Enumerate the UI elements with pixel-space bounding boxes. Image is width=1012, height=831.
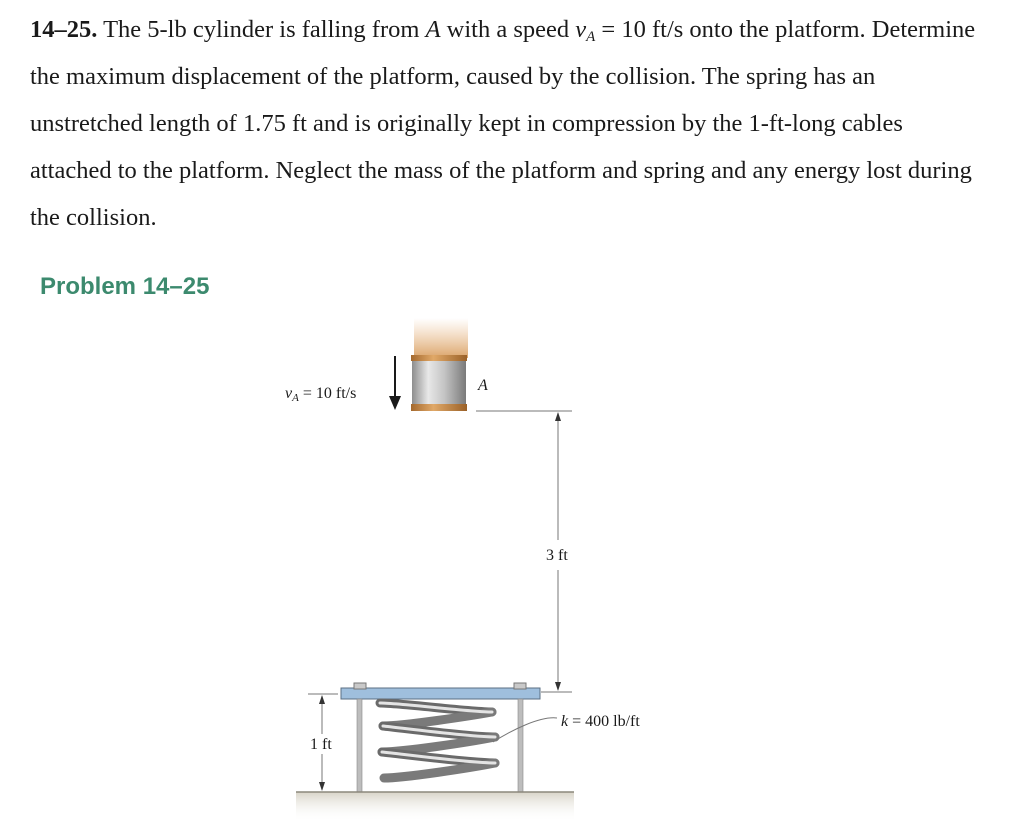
problem-speed-symbol: v: [575, 16, 587, 43]
problem-speed-value: = 10 ft/s: [595, 16, 684, 43]
spring: [380, 703, 495, 778]
cable-length-label: 1 ft: [310, 736, 332, 753]
spring-constant-label: k = 400 lb/ft: [561, 713, 640, 730]
drop-height-label: 3 ft: [546, 547, 568, 564]
cylinder: [411, 318, 468, 411]
problem-number: 14–25.: [30, 16, 98, 43]
cable-clamp-left: [354, 683, 366, 689]
problem-text-part-1: The 5-lb cylinder is falling from: [103, 16, 420, 43]
point-a-label: A: [478, 377, 488, 394]
problem-heading: Problem 14–25: [40, 273, 210, 300]
problem-text-part-2: with a speed: [446, 16, 570, 43]
cable-left: [357, 699, 362, 793]
problem-speed-subscript: A: [586, 29, 596, 45]
velocity-arrow: [389, 356, 401, 410]
problem-point-a: A: [425, 16, 441, 43]
spring-leader-line: [493, 718, 557, 742]
problem-text-part-3: onto the platform. Determine the maximum displacement of the platform, caused by the collision. The spring has an unstretched length of 1.75 ft and is originally kept in compression by the 1-ft-long cables attached to the platform. Neglect the mass of the platform and spring and any energy lost during the collision.: [30, 16, 976, 231]
velocity-label: vA = 10 ft/s: [285, 385, 357, 404]
ground: [296, 792, 574, 822]
platform: [341, 688, 540, 699]
cable-right: [518, 699, 523, 793]
cable-clamp-right: [514, 683, 526, 689]
